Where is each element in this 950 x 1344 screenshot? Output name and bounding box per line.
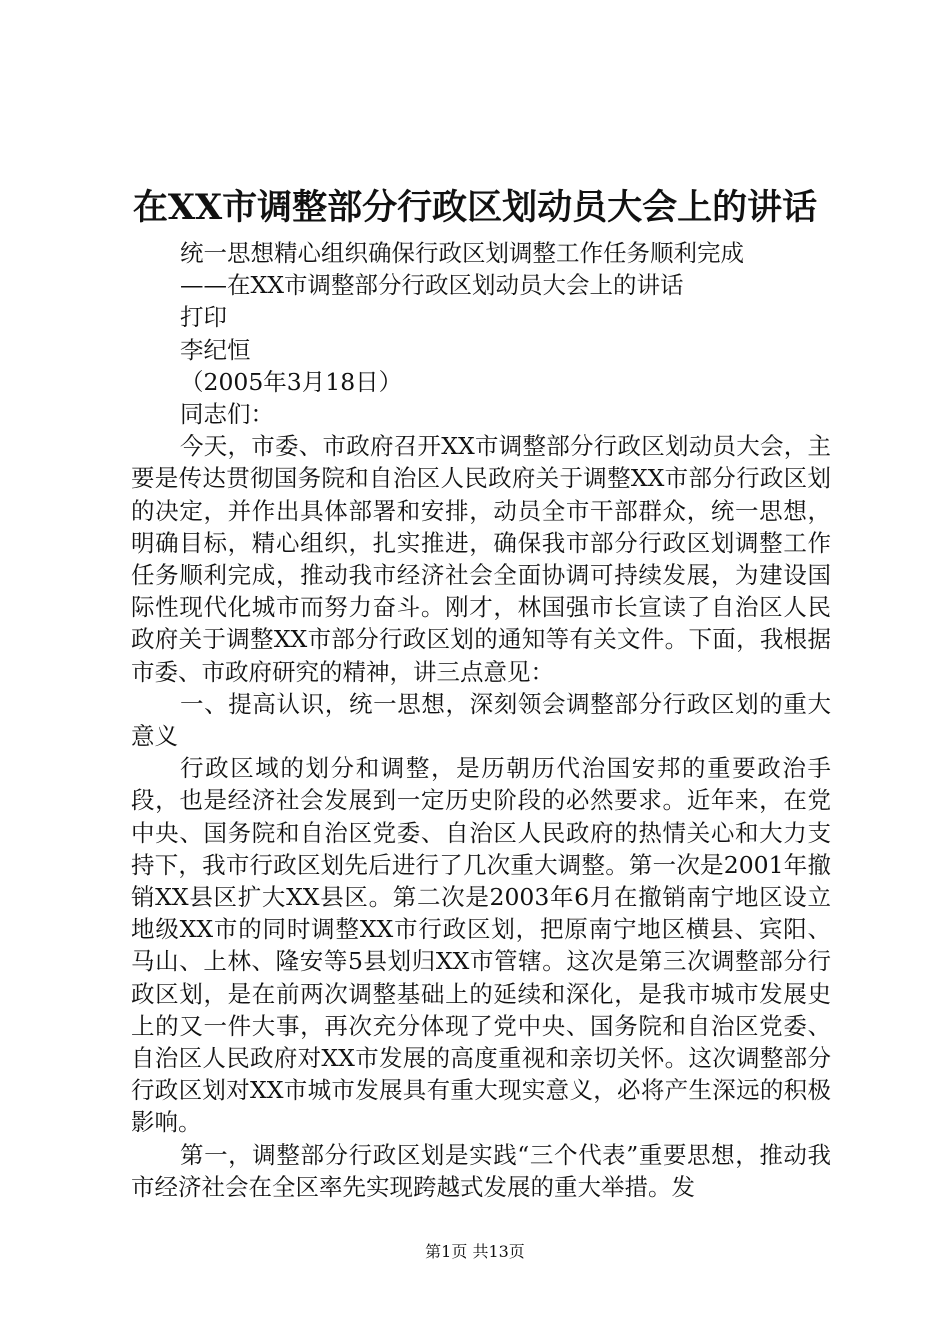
salutation: 同志们：: [180, 400, 274, 429]
document-title: 在XX市调整部分行政区划动员大会上的讲话: [132, 187, 818, 228]
body-paragraph: 行政区域的划分和调整，是历朝历代治国安邦的重要政治手段，也是经济社会发展到一定历史阶段的必然要求。近年来，在党中央、国务院和自治区党委、自治区人民政府的热情关心和大力支持下，我市行政区划先后进行了几次重大调整。第一次是2001年撤销XX县区扩大XX县区。第二次是2003年6月在撤销南宁地区设立地级XX市的同时调整XX市行政区划，把原南宁地区横县、宾阳、马山、上林、隆安等5县划归XX市管辖。这次是第三次调整部分行政区划，是在前两次调整基础上的延续和深化，是我市城市发展史上的又一件大事，再次充分体现了党中央、国务院和自治区党委、自治区人民政府对XX市发展的高度重视和亲切关怀。这次调整部分行政区划对XX市城市发展具有重大现实意义，必将产生深远的积极影响。: [131, 754, 831, 1137]
speech-date: （2005年3月18日）: [180, 367, 403, 396]
subtitle-line: 统一思想精心组织确保行政区划调整工作任务顺利完成: [180, 239, 744, 267]
document-body: [131, 237, 831, 1203]
section-heading: 一、提高认识，统一思想，深刻领会调整部分行政区划的重大意义: [131, 689, 831, 751]
body-paragraph: 今天，市委、市政府召开XX市调整部分行政区划动员大会，主要是传达贯彻国务院和自治区人民政府关于调整XX市部分行政区划的决定，并作出具体部署和安排，动员全市干部群众，统一思想，明确目标，精心组织，扎实推进，确保我市部分行政区划调整工作任务顺利完成，推动我市经济社会全面协调可持续发展，为建设国际性现代化城市而努力奋斗。刚才，林国强市长宣读了自治区人民政府关于调整XX市部分行政区划的通知等有关文件。下面，我根据市委、市政府研究的精神，讲三点意见：: [131, 432, 831, 686]
body-paragraph: 第一，调整部分行政区划是实践“三个代表”重要思想，推动我市经济社会在全区率先实现跨越式发展的重大举措。发: [131, 1140, 831, 1201]
subtitle-line: ——在XX市调整部分行政区划动员大会上的讲话: [180, 271, 684, 300]
author-name: 李纪恒: [180, 335, 251, 364]
page-footer: 第1页 共13页: [425, 1242, 525, 1261]
print-label: 打印: [180, 303, 227, 332]
